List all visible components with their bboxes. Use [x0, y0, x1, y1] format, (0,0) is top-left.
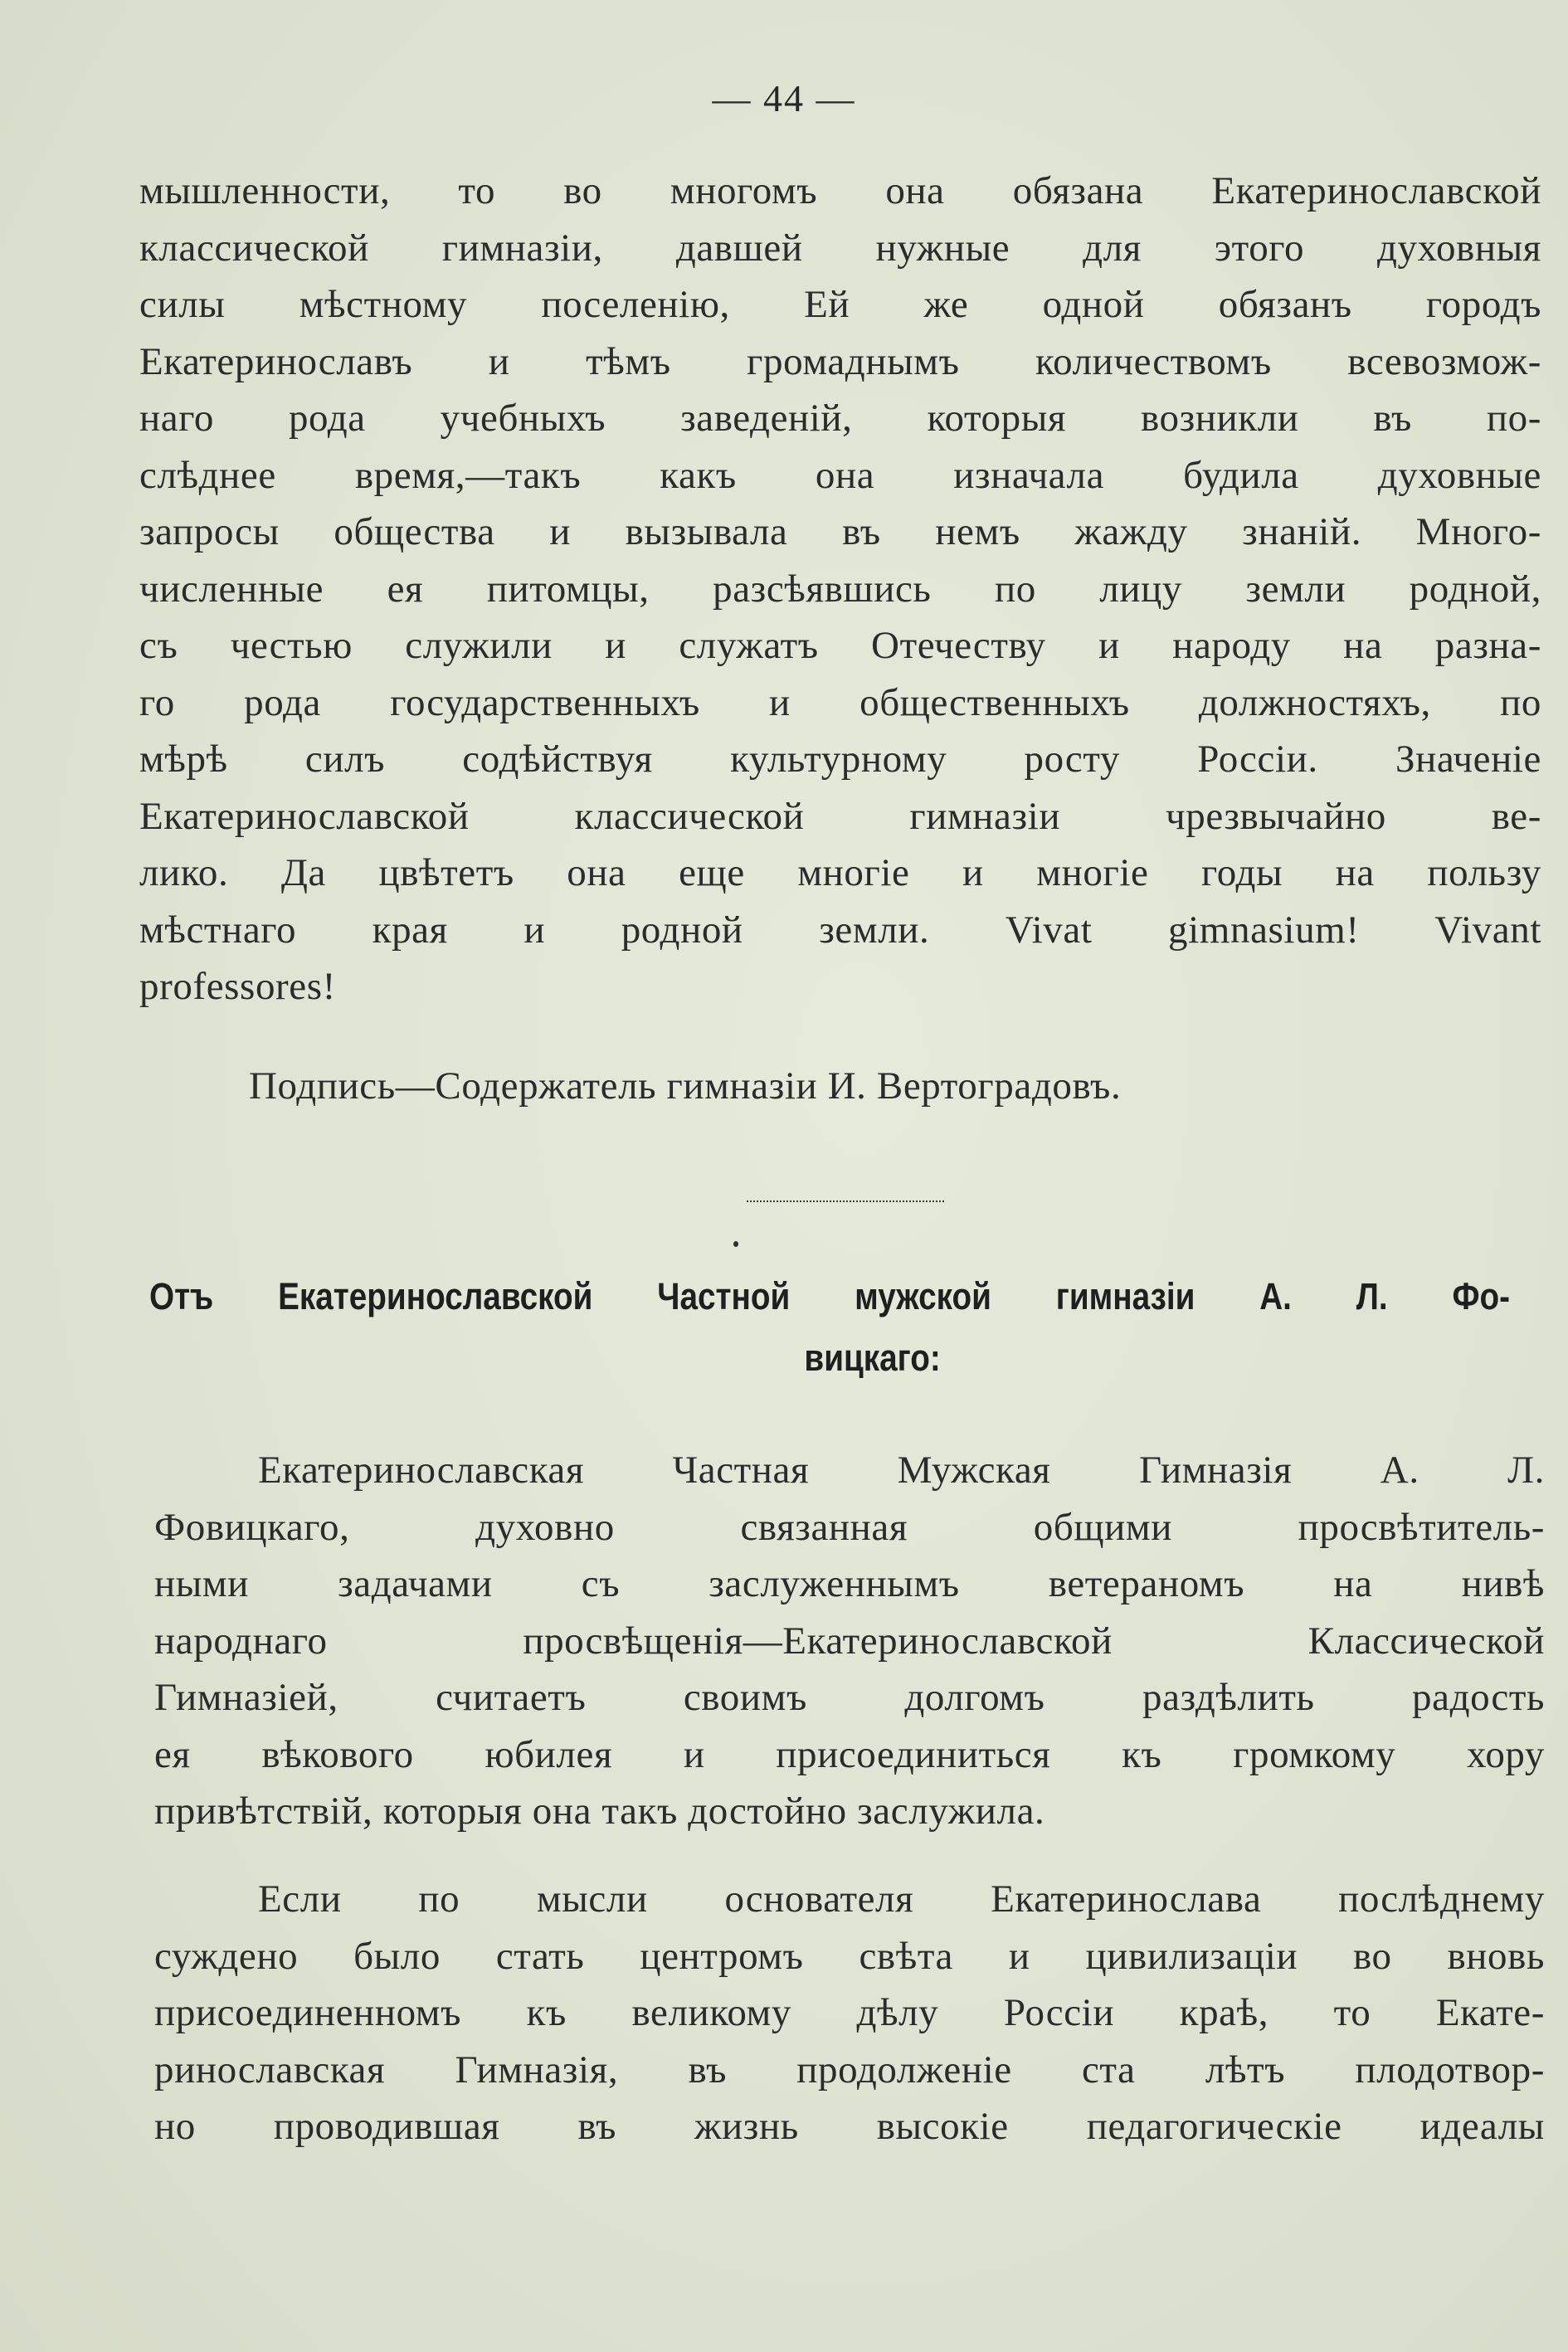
paragraph-1-line: professores!: [139, 965, 336, 1008]
paragraph-1-line: мѣрѣ силъ содѣйствуя культурному росту Россіи. Значеніе: [139, 738, 1541, 781]
paragraph-2-line: ными задачами съ заслуженнымъ ветераномъ на нивѣ: [154, 1562, 1545, 1605]
paragraph-1-line: классической гимназіи, давшей нужные для этого духовныя: [139, 226, 1541, 270]
paragraph-1-line: мѣстнаго края и родной земли. Vivat gimnasium! Vivant: [139, 908, 1541, 952]
signature: Подпись—Содержатель гимназіи И. Вертоградовъ.: [249, 1064, 1122, 1108]
paragraph-1-line: лико. Да цвѣтетъ она еще многіе и многіе годы на пользу: [139, 851, 1541, 894]
paragraph-3-line: суждено было стать центромъ свѣта и цивилизаціи во вновь: [154, 1934, 1545, 1978]
paragraph-1-line: съ честью служили и служатъ Отечеству и народу на разна-: [139, 624, 1541, 667]
paragraph-1-line: силы мѣстному поселенію, Ей же одной обязанъ городъ: [139, 283, 1541, 326]
page-number: — 44 —: [712, 77, 856, 119]
paragraph-1: [139, 163, 1541, 1015]
print-speck: [733, 1241, 738, 1247]
section-heading-line: Отъ Екатеринославской Частной мужской гимназіи А. Л. Фо-: [149, 1275, 1511, 1317]
paragraph-1-line: слѣднее время,—такъ какъ она изначала будила духовные: [139, 453, 1541, 497]
paragraph-2-line: Фовицкаго, духовно связанная общими просвѣтитель-: [154, 1505, 1545, 1549]
paragraph-3-line: но проводившая въ жизнь высокіе педагогическіе идеалы: [154, 2105, 1545, 2148]
section-heading: [149, 1266, 1511, 1389]
paragraph-3-line: присоединенномъ къ великому дѣлу Россіи краѣ, то Екате-: [154, 1991, 1545, 2034]
section-heading-line: вицкаго:: [804, 1337, 941, 1379]
paragraph-1-line: го рода государственныхъ и общественныхъ должностяхъ, по: [139, 680, 1541, 724]
section-divider: [747, 1200, 944, 1202]
paragraph-2-line: народнаго просвѣщенія—Екатеринославской Классической: [154, 1619, 1545, 1663]
paragraph-3-line: Если по мысли основателя Екатеринослава послѣднему: [258, 1877, 1545, 1921]
paragraph-1-line: численные ея питомцы, разсѣявшись по лицу земли родной,: [139, 567, 1541, 611]
paragraph-1-line: мышленности, то во многомъ она обязана Екатеринославской: [139, 169, 1541, 212]
paragraph-2-line: Екатеринославская Частная Мужская Гимназія А. Л.: [258, 1449, 1545, 1492]
paragraph-2-line: ея вѣкового юбилея и присоединиться къ громкому хору: [154, 1732, 1545, 1776]
paragraph-3-line: ринославская Гимназія, въ продолженіе ста лѣтъ плодотвор-: [154, 2048, 1545, 2091]
paragraph-2-line: Гимназіей, считаетъ своимъ долгомъ раздѣлить радость: [154, 1676, 1545, 1719]
paragraph-1-line: Екатеринославъ и тѣмъ громаднымъ количествомъ всевозмож-: [139, 339, 1541, 383]
paragraph-1-line: запросы общества и вызывала въ немъ жажду знаній. Много-: [139, 510, 1541, 553]
paragraph-1-line: наго рода учебныхъ заведеній, которыя возникли въ по-: [139, 397, 1541, 440]
paragraph-1-line: Екатеринославской классической гимназіи чрезвычайно ве-: [139, 794, 1541, 838]
paragraph-3: [154, 1871, 1545, 2155]
paragraph-2: [154, 1442, 1545, 1840]
paragraph-2-line: привѣтствій, которыя она такъ достойно заслужила.: [154, 1790, 1045, 1833]
